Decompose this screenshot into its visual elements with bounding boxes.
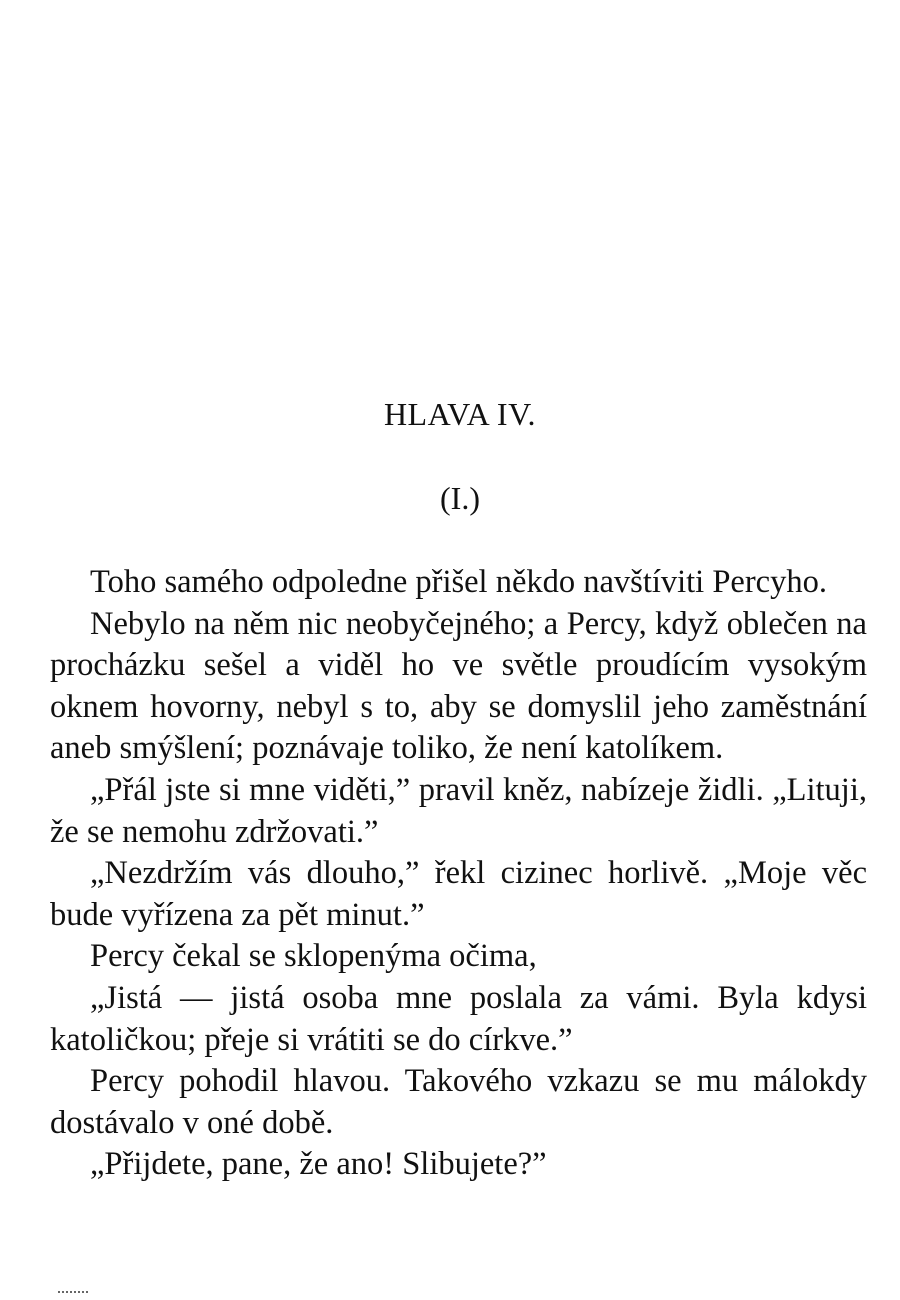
paragraph: Toho samého odpoledne přišel někdo navštíviti Percyho. xyxy=(90,564,827,600)
paragraph: Percy čekal se sklopenýma očima, xyxy=(90,938,537,975)
section-number: (I.) xyxy=(440,480,480,516)
paragraph: „Nezdržím vás dlouho,” řekl cizinec horlivě. „Moje věc bude vyřízena za pět minut.” xyxy=(50,855,867,933)
paragraph: Percy pohodil hlavou. Takového vzkazu se mu málokdy dostávalo v oné době. xyxy=(50,1063,867,1141)
page-number-fragment xyxy=(58,1291,88,1296)
paragraph: „Přál jste si mne viděti,” pravil kněz, nabízeje židli. „Lituji, že se nemohu zdržovati.” xyxy=(50,771,867,850)
paragraph: Nebylo na něm nic neobyčejného; a Percy, když oblečen na procházku sešel a viděl ho ve světle proudícím vysokým oknem hovorny, nebyl s to, aby se domyslil jeho zaměstnání aneb smýšlení; poznávaje toliko, že není katolíkem. xyxy=(50,605,867,767)
paragraph: „Jistá — jistá osoba mne poslala za vámi. Byla kdysi katoličkou; přeje si vrátiti se do církve.” xyxy=(50,979,867,1058)
body-text xyxy=(50,562,867,1186)
paragraph: „Přijdete, pane, že ano! Slibujete?” xyxy=(90,1146,547,1183)
chapter-title: HLAVA IV. xyxy=(383,396,537,432)
